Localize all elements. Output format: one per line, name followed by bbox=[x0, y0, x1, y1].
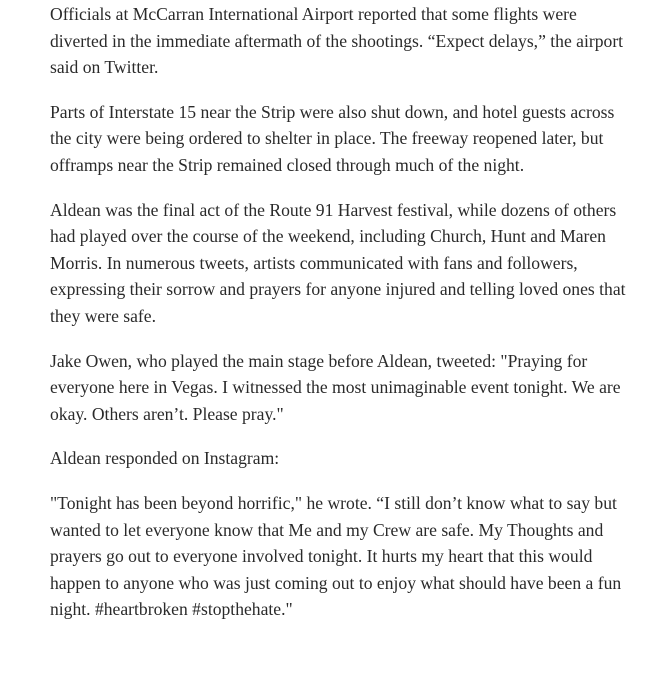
paragraph-airport-delays: Officials at McCarran International Airport reported that some flights were diverted in the immediate aftermath of the shootings. “Expect delays,” the airport said on Twitter. bbox=[50, 4, 624, 78]
paragraph-jake-owen-tweet: Jake Owen, who played the main stage before Aldean, tweeted: "Praying for everyone here in Vegas. I witnessed the most unimaginable event tonight. We are okay. Others aren’t. Please pray." bbox=[50, 350, 621, 424]
article-body bbox=[50, 0, 630, 641]
paragraph-aldean-instagram-intro: Aldean responded on Instagram: bbox=[50, 448, 280, 469]
paragraph-aldean-statement: "Tonight has been beyond horrific," he wrote. “I still don’t know what to say but wanted to let everyone know that Me and my Crew are safe. My Thoughts and prayers go out to everyone involved tonight. It hurts my heart that this would happen to anyone who was just coming out to enjoy what should have been a fun night. #heartbroken #stopthehate." bbox=[50, 492, 622, 620]
paragraph-festival-artists: Aldean was the final act of the Route 91 Harvest festival, while dozens of others had played over the course of the weekend, including Church, Hunt and Maren Morris. In numerous tweets, artists communicated with fans and followers, expressing their sorrow and prayers for anyone injured and telling loved ones that they were safe. bbox=[50, 199, 626, 326]
paragraph-interstate-closure: Parts of Interstate 15 near the Strip were also shut down, and hotel guests across the city were being ordered to shelter in place. The freeway reopened later, but offramps near the Strip remained closed through much of the night. bbox=[50, 101, 615, 175]
